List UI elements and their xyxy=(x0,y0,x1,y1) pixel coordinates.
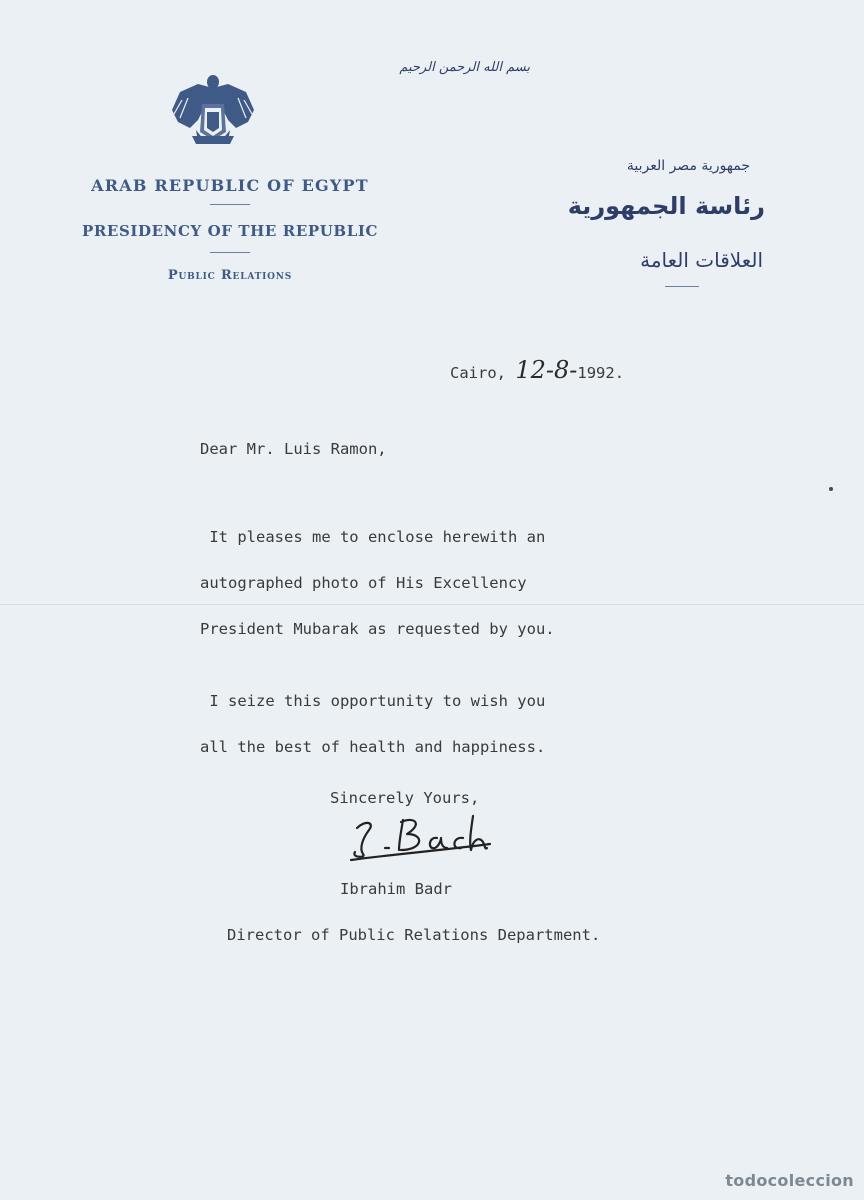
letterhead-presidency: PRESIDENCY OF THE REPUBLIC xyxy=(81,222,378,240)
letterhead-rule xyxy=(210,252,250,253)
eagle-of-saladin-icon xyxy=(168,70,258,154)
paragraph-line: all the best of health and happiness. xyxy=(200,738,546,756)
signer-name: Ibrahim Badr xyxy=(340,880,452,898)
handwritten-signature xyxy=(345,808,495,870)
paragraph-line: autographed photo of His Excellency xyxy=(200,574,527,592)
paragraph-2 xyxy=(200,678,545,770)
date-city: Cairo, xyxy=(450,364,506,382)
letterhead-rule xyxy=(210,204,250,205)
paragraph-line: I seize this opportunity to wish you xyxy=(200,692,546,710)
signer-title: Director of Public Relations Department. xyxy=(227,926,601,944)
arabic-rule xyxy=(665,286,699,287)
salutation: Dear Mr. Luis Ramon, xyxy=(200,440,387,458)
arabic-department: العلاقات العامة xyxy=(640,248,763,272)
letterhead-department: Public Relations xyxy=(167,268,293,283)
date-year: 1992. xyxy=(577,364,625,382)
paragraph-line: President Mubarak as requested by you. xyxy=(200,620,555,638)
arabic-basmala: بسم الله الرحمن الرحيم xyxy=(399,60,530,75)
letter-date xyxy=(450,356,624,384)
paragraph-line: It pleases me to enclose herewith an xyxy=(200,528,546,546)
arabic-presidency: رئاسة الجمهورية xyxy=(567,192,765,220)
closing: Sincerely Yours, xyxy=(330,789,480,807)
arabic-country: جمهورية مصر العربية xyxy=(626,158,750,174)
watermark: todocoleccion xyxy=(725,1171,854,1190)
date-handwritten: 12-8- xyxy=(515,356,578,384)
paragraph-1 xyxy=(200,514,555,652)
paper-speck xyxy=(829,487,833,491)
letterhead-country: ARAB REPUBLIC OF EGYPT xyxy=(91,176,369,195)
